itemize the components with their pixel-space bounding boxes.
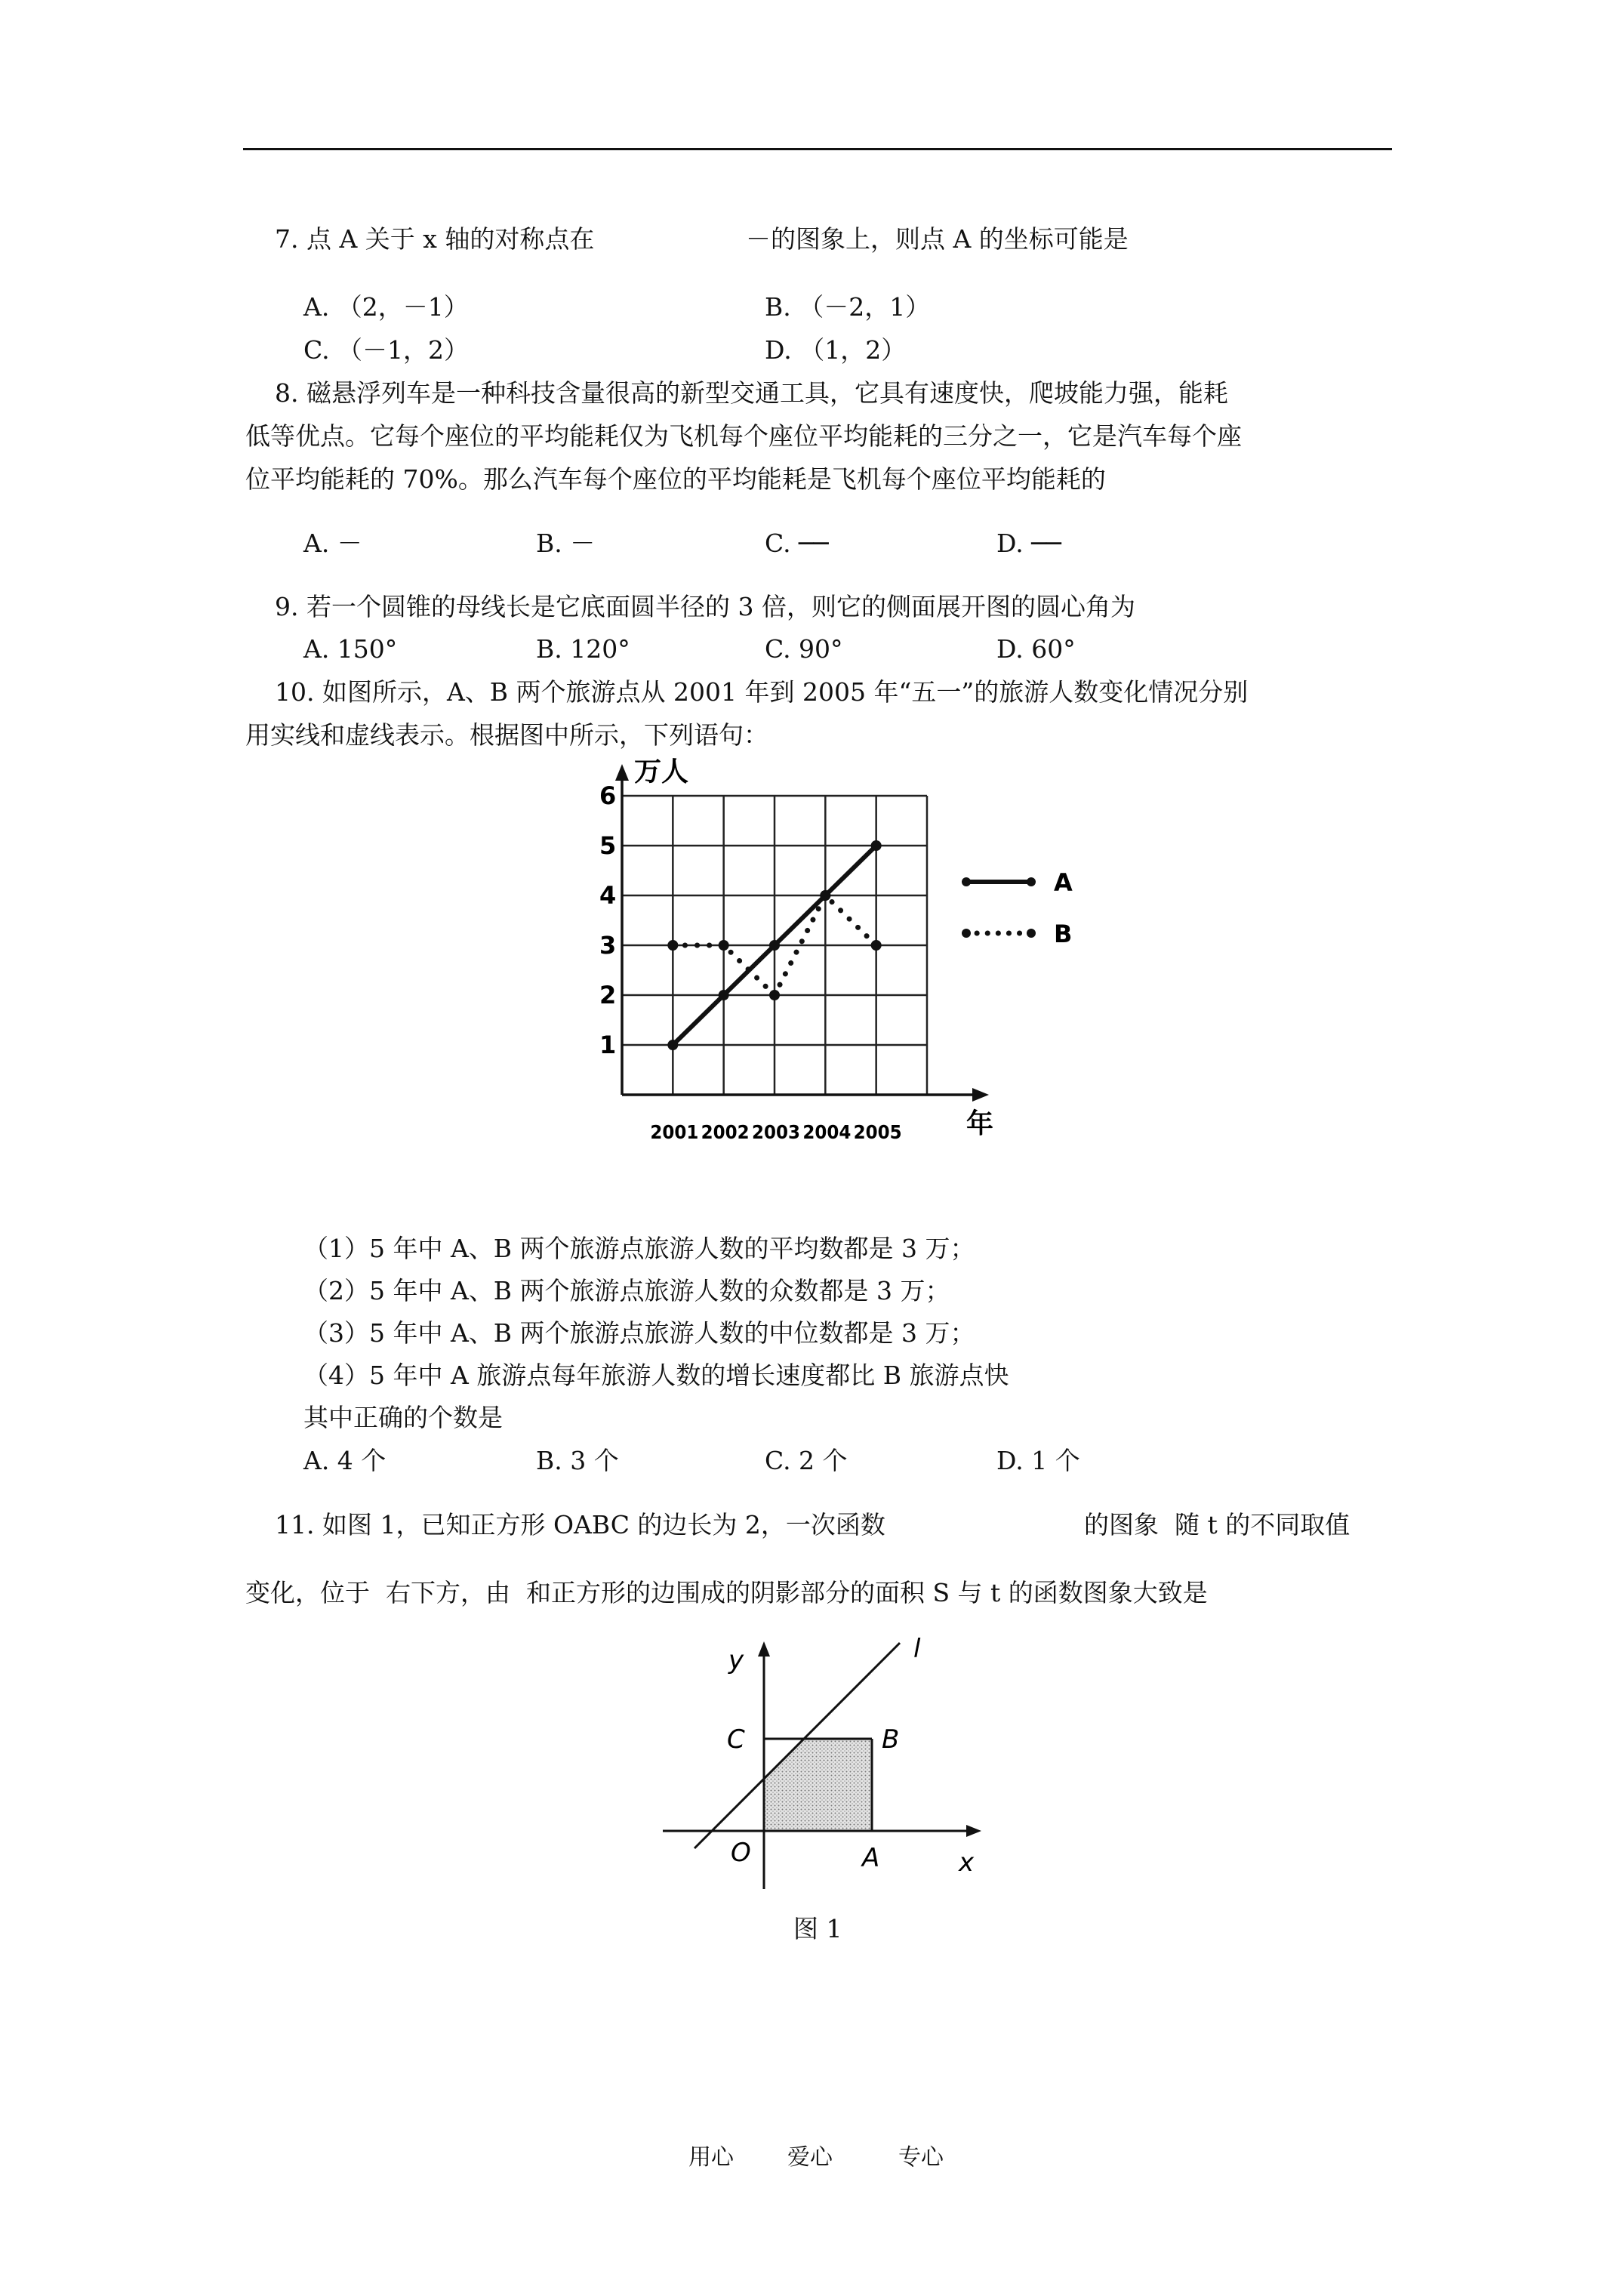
legend-label-B: B (1054, 920, 1073, 948)
series-point-A (719, 990, 729, 1000)
chart-legend (962, 868, 1073, 948)
series-point-A (769, 940, 780, 951)
q10-statement-4: （4）5 年中 A 旅游点每年旅游人数的增长速度都比 B 旅游点快 (303, 1361, 1009, 1390)
q10-statement-3: （3）5 年中 A、B 两个旅游点旅游人数的中位数都是 3 万； (303, 1318, 975, 1348)
q8-option-a: A. － (303, 529, 362, 558)
q11-line-1b: 的图象 随 t 的不同取值 (1084, 1510, 1350, 1539)
q10-option-c: C. 2 个 (765, 1446, 848, 1475)
q8-line-3: 位平均能耗的 70%。那么汽车每个座位的平均能耗是飞机每个座位平均能耗的 (245, 464, 1106, 494)
series-point-A (667, 1040, 678, 1050)
legend-point-B (962, 929, 971, 938)
q7-option-b: B. （－2，1） (765, 292, 931, 322)
q9-option-d: D. 60° (996, 634, 1076, 664)
series-point-A (871, 840, 882, 851)
figure-caption: 图 1 (793, 1914, 842, 1943)
q9-option-c: C. 90° (765, 634, 843, 664)
y-tick-label: 2 (599, 981, 617, 1009)
legend-point-B (1027, 929, 1036, 938)
q10-line-1: 10. 如图所示，A、B 两个旅游点从 2001 年到 2005 年“五一”的旅游人数变化情况分别 (275, 677, 1249, 707)
q8-option-c: C. ── (765, 529, 829, 558)
q10-ask: 其中正确的个数是 (303, 1403, 503, 1432)
q8-line-1: 8. 磁悬浮列车是一种科技含量很高的新型交通工具，它具有速度快，爬坡能力强，能耗 (275, 378, 1228, 408)
q8-option-d: D. ── (996, 529, 1061, 558)
tourism-line-chart (599, 757, 1087, 1200)
legend-point-A (1027, 877, 1036, 886)
q9-option-b: B. 120° (536, 634, 630, 664)
q10-statement-1: （1）5 年中 A、B 两个旅游点旅游人数的平均数都是 3 万； (303, 1234, 975, 1263)
y-axis-arrow (758, 1641, 770, 1657)
label-b: B (882, 1724, 900, 1755)
footer-item-3: 专心 (898, 2144, 944, 2171)
label-y: y (728, 1645, 744, 1675)
q9-stem: 9. 若一个圆锥的母线长是它底面圆半径的 3 倍，则它的侧面展开图的圆心角为 (275, 592, 1135, 621)
x-axis-label: 年 (966, 1108, 994, 1139)
label-x: x (959, 1848, 975, 1878)
y-tick-label: 5 (599, 831, 617, 860)
x-tick-label: 2002 (701, 1121, 750, 1143)
q11-line-1a: 11. 如图 1，已知正方形 OABC 的边长为 2，一次函数 (275, 1510, 885, 1539)
q7-stem-a: 7. 点 A 关于 x 轴的对称点在 (275, 224, 595, 254)
series-point-B (719, 940, 729, 951)
q10-line-2: 用实线和虚线表示。根据图中所示，下列语句： (245, 720, 768, 750)
x-axis-arrow (966, 1825, 981, 1837)
label-c: C (727, 1724, 745, 1755)
series-point-B (871, 940, 882, 951)
x-axis-arrow (972, 1088, 989, 1102)
square-figure (649, 1631, 996, 1895)
q8-line-2: 低等优点。它每个座位的平均能耗仅为飞机每个座位平均能耗的三分之一，它是汽车每个座 (245, 421, 1242, 451)
y-tick-label: 4 (599, 881, 617, 910)
q7-option-d: D. （1，2） (765, 335, 907, 365)
legend-point-A (962, 877, 971, 886)
header-rule (243, 148, 1392, 150)
q9-option-a: A. 150° (303, 634, 398, 664)
q10-statement-2: （2）5 年中 A、B 两个旅游点旅游人数的众数都是 3 万； (303, 1276, 950, 1305)
shaded-region (764, 1739, 872, 1831)
x-tick-label: 2004 (802, 1121, 852, 1143)
y-tick-label: 1 (599, 1031, 617, 1059)
q7-option-c: C. （－1，2） (303, 335, 470, 365)
label-l: l (913, 1634, 921, 1664)
q7-stem-b: －的图象上，则点 A 的坐标可能是 (746, 224, 1129, 254)
label-o: O (731, 1838, 751, 1868)
q8-option-b: B. － (536, 529, 596, 558)
footer-item-2: 爱心 (787, 2144, 833, 2171)
y-tick-label: 6 (599, 781, 617, 810)
q11-line-2: 变化，位于 右下方，由 和正方形的边围成的阴影部分的面积 S 与 t 的函数图象大致是 (245, 1578, 1208, 1607)
q10-option-a: A. 4 个 (303, 1446, 387, 1475)
legend-label-A: A (1054, 868, 1073, 897)
x-tick-label: 2005 (853, 1121, 902, 1143)
y-axis-arrow (615, 764, 629, 781)
q7-option-a: A. （2，－1） (303, 292, 469, 322)
x-tick-label: 2003 (752, 1121, 800, 1143)
x-tick-label: 2001 (650, 1121, 699, 1143)
label-a: A (862, 1843, 880, 1873)
y-axis-label: 万人 (634, 757, 689, 787)
chart-axes (615, 764, 989, 1102)
q10-option-d: D. 1 个 (996, 1446, 1080, 1475)
y-tick-label: 3 (599, 931, 617, 960)
q10-option-b: B. 3 个 (536, 1446, 619, 1475)
series-point-B (769, 990, 780, 1000)
series-point-B (820, 890, 830, 901)
footer-item-1: 用心 (688, 2144, 734, 2171)
series-point-B (667, 940, 678, 951)
